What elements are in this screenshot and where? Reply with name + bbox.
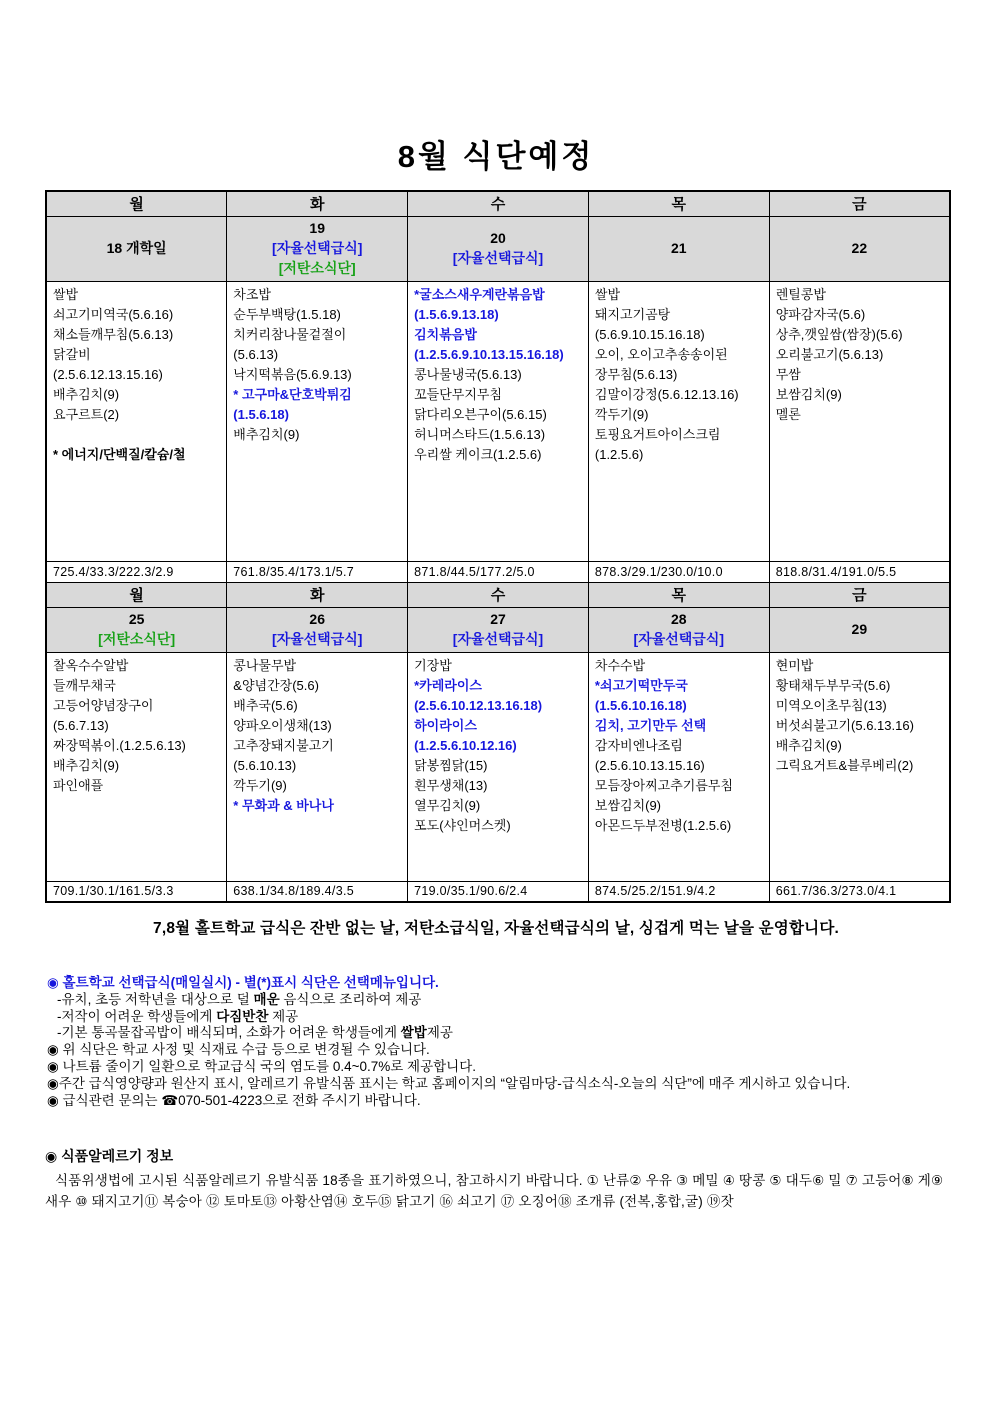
notes-section <box>47 975 952 1109</box>
note-segment: 제공 <box>426 1025 453 1041</box>
menu-item-line: 우리쌀 케이크(1.2.5.6) <box>414 446 542 462</box>
note-segment: -기본 통곡물잡곡밥이 배식되며, 소화가 어려운 학생들에게 <box>57 1025 401 1041</box>
menu-item-line: 열무김치(9) <box>414 797 481 813</box>
menu-item-line: 황태채두부무국(5.6) <box>775 677 891 693</box>
menu-item-line: 깍두기(9) <box>233 777 287 793</box>
day-label-line: 29 <box>851 620 868 637</box>
menu-item-line: (5.6.10.13) <box>233 757 297 773</box>
menu-item-line: 짜장떡볶이.(1.2.5.6.13) <box>53 737 186 753</box>
day-label-line: 19 <box>309 219 325 236</box>
menu-item-line: (1.5.6.10.16.18) <box>594 697 687 713</box>
menu-item-line: 허니머스타드(1.5.6.13) <box>414 426 546 442</box>
note-segment: ◉ 홀트학교 선택급식(매일실시) - 별(*)표시 식단은 선택메뉴입니다. <box>47 975 439 990</box>
menu-item-line: 김말이강정(5.6.12.13.16) <box>594 386 739 402</box>
menu-item-line: (2.5.6.10.13.15.16) <box>594 757 705 773</box>
menu-item-line: 흰무생채(13) <box>414 777 488 793</box>
menu-item-line: 콩나물무밥 <box>233 657 297 673</box>
note-line <box>47 1093 952 1110</box>
menu-item-line: 고등어양념장구이 <box>53 697 154 713</box>
menu-item-line: 모듬장아찌고추기름무침 <box>594 777 734 793</box>
weekday-header-cell: 화 <box>227 582 408 607</box>
menu-item-line: (1.5.6.9.13.18) <box>414 306 499 322</box>
day-label-row <box>46 216 950 281</box>
menu-item-line: 들깨무채국 <box>53 677 116 693</box>
menu-item-line: 양파오이생채(13) <box>233 717 332 733</box>
menu-item-line: (1.2.5.6.9.10.13.15.16.18) <box>414 346 564 362</box>
menu-item-line: &양념간장(5.6) <box>233 677 319 693</box>
menu-item-line: 쇠고기미역국(5.6.16) <box>53 306 174 322</box>
menu-item-line: 배추국(5.6) <box>233 697 298 713</box>
menu-item-line: 닭갈비 <box>53 346 91 362</box>
menu-item-line: 배추김치(9) <box>53 757 120 773</box>
menu-item-line: (2.5.6.12.13.15.16) <box>53 366 163 382</box>
menu-item-line: 순두부백탕(1.5.18) <box>233 306 341 322</box>
day-cell <box>46 607 227 652</box>
weekday-header-cell: 월 <box>46 191 227 216</box>
day-cell <box>408 607 589 652</box>
day-cell <box>769 216 950 281</box>
day-label-line: [자율선택급식] <box>452 630 544 647</box>
menu-row <box>46 281 950 561</box>
allergy-section <box>45 1146 952 1212</box>
day-cell <box>588 607 769 652</box>
note-line <box>47 975 952 992</box>
menu-item-line: (1.2.5.6) <box>594 446 644 462</box>
menu-cell <box>588 652 769 881</box>
note-line <box>47 1042 952 1059</box>
menu-item-line: 오이, 오이고추송송이된 <box>594 346 728 362</box>
nutrition-cell: 661.7/36.3/273.0/4.1 <box>769 881 950 902</box>
menu-item-line: (2.5.6.10.12.13.16.18) <box>414 697 543 713</box>
day-cell <box>227 216 408 281</box>
menu-item-line: 닭다리오븐구이(5.6.15) <box>414 406 547 422</box>
menu-item-line: 찰옥수수알밥 <box>53 657 129 673</box>
menu-row <box>46 652 950 881</box>
weekday-header-cell: 화 <box>227 191 408 216</box>
day-cell <box>408 216 589 281</box>
menu-item-line: 보쌈김치(9) <box>775 386 842 402</box>
note-segment: 매운 <box>253 991 280 1007</box>
weekday-header-cell: 월 <box>46 582 227 607</box>
menu-item-line: 그릭요거트&블루베리(2) <box>775 757 914 773</box>
menu-cell <box>588 281 769 561</box>
menu-cell <box>408 652 589 881</box>
note-segment: 제공 <box>268 1008 299 1024</box>
day-label-line: 20 <box>490 229 506 246</box>
menu-item-line: 쌀밥 <box>594 286 621 302</box>
weekday-header-cell: 금 <box>769 191 950 216</box>
menu-item-line: 하이라이스 <box>414 717 477 733</box>
menu-item-line: 오리불고기(5.6.13) <box>775 346 884 362</box>
day-label-line: 27 <box>490 610 506 627</box>
nutrition-cell: 638.1/34.8/189.4/3.5 <box>227 881 408 902</box>
nutrition-cell: 709.1/30.1/161.5/3.3 <box>46 881 227 902</box>
menu-cell <box>46 652 227 881</box>
menu-cell <box>227 652 408 881</box>
day-label-line: [저탄소식단] <box>278 259 356 276</box>
menu-item-line: 김치볶음밥 <box>414 326 477 342</box>
note-line <box>47 1076 952 1093</box>
menu-item-line <box>53 425 222 445</box>
allergy-title: ◉ 식품알레르기 정보 <box>45 1148 174 1164</box>
day-label-line: [자율선택급식] <box>633 630 725 647</box>
nutrition-cell: 818.8/31.4/191.0/5.5 <box>769 561 950 582</box>
menu-item-line: (5.6.9.10.15.16.18) <box>594 326 705 342</box>
menu-item-line: 차수수밥 <box>594 657 646 673</box>
menu-item-line: 무쌈 <box>775 366 801 382</box>
weekday-header-cell: 수 <box>408 191 589 216</box>
weekday-header-cell: 수 <box>408 582 589 607</box>
menu-item-line: 현미밥 <box>775 657 814 673</box>
menu-item-line: 꼬들단무지무침 <box>414 386 502 402</box>
allergy-body: 식품위생법에 고시된 식품알레르기 유발식품 18종을 표기하였으니, 참고하시기 바랍니다. ① 난류② 우유 ③ 메밀 ④ 땅콩 ⑤ 대두⑥ 밀 ⑦ 고등어⑧ 게⑨ 새우 ⑩ 돼지고기⑪ 복숭아 ⑫ 토마토⑬ 아황산염⑭ 호두⑮ 닭고기 ⑯ 쇠고기 ⑰ 오징어⑱ 조개류 (전복,홍합,굴) ⑲잣 <box>45 1173 944 1209</box>
menu-item-line: 김치, 고기만두 선택 <box>594 717 707 733</box>
note-segment: ◉주간 급식영양량과 원산지 표시, 알레르기 유발식품 표시는 학교 홈페이지의 “알림마당-급식소식-오늘의 식단”에 매주 게시하고 있습니다. <box>47 1075 851 1091</box>
page-title: 8월 식단예정 <box>397 139 595 174</box>
day-label-line: [저탄소식단] <box>98 630 176 647</box>
menu-item-line: 감자비엔나조림 <box>594 737 683 753</box>
menu-item-line: *굴소스새우계란볶음밥 <box>414 286 545 302</box>
menu-item-line: (1.5.6.18) <box>233 406 289 422</box>
day-label-line: [자율선택급식] <box>271 630 363 647</box>
menu-item-line: 보쌈김치(9) <box>594 797 662 813</box>
day-cell <box>46 216 227 281</box>
menu-item-line: 요구르트(2) <box>53 406 120 422</box>
menu-cell <box>769 652 950 881</box>
menu-item-line: 파인애플 <box>53 777 104 793</box>
menu-item-line: 돼지고기곰탕 <box>594 306 671 322</box>
menu-item-line: 아몬드두부전병(1.2.5.6) <box>594 817 732 833</box>
menu-item-line: 고추장돼지불고기 <box>233 737 334 753</box>
weekday-header-row <box>46 191 950 216</box>
menu-cell <box>769 281 950 561</box>
menu-item-line: 배추김치(9) <box>233 426 300 442</box>
day-cell <box>588 216 769 281</box>
menu-item-line: 상추,깻잎쌈(쌈장)(5.6) <box>775 326 903 342</box>
menu-item-line: 기장밥 <box>414 657 452 673</box>
menu-item-line: 채소들깨무침(5.6.13) <box>53 326 174 342</box>
nutrition-cell: 871.8/44.5/177.2/5.0 <box>408 561 589 582</box>
menu-item-line: (1.2.5.6.10.12.16) <box>414 737 517 753</box>
menu-item-line: 렌틸콩밥 <box>775 286 826 302</box>
weekday-header-row <box>46 582 950 607</box>
menu-item-line: *카레라이스 <box>414 677 482 693</box>
menu-cell <box>227 281 408 561</box>
menu-item-line: 깍두기(9) <box>594 406 649 422</box>
weekday-header-cell: 목 <box>588 191 769 216</box>
nutrition-row <box>46 561 950 582</box>
menu-table <box>45 190 951 903</box>
menu-cell <box>46 281 227 561</box>
day-cell <box>769 607 950 652</box>
menu-item-line: 차조밥 <box>233 286 271 302</box>
menu-item-line: (5.6.13) <box>233 346 279 362</box>
nutrition-cell: 878.3/29.1/230.0/10.0 <box>588 561 769 582</box>
menu-item-line: 미역오이초무침(13) <box>775 697 887 713</box>
note-segment: ◉ 위 식단은 학교 사정 및 식재료 수급 등으로 변경될 수 있습니다. <box>47 1042 430 1058</box>
note-line <box>47 992 952 1009</box>
menu-item-line: 버섯쇠불고기(5.6.13.16) <box>775 717 914 733</box>
note-segment: -저작이 어려운 학생들에게 <box>57 1008 217 1024</box>
menu-item-line: 닭봉찜닭(15) <box>414 757 488 773</box>
menu-item-line: *쇠고기떡만두국 <box>594 677 688 693</box>
note-segment: 다짐반찬 <box>216 1008 269 1024</box>
nutrition-cell: 874.5/25.2/151.9/4.2 <box>588 881 769 902</box>
note-segment: -유치, 초등 저학년을 대상으로 덜 <box>57 991 254 1007</box>
day-label-line: 28 <box>671 610 687 627</box>
menu-item-line: * 에너지/단백질/칼슘/철 <box>53 446 186 462</box>
menu-cell <box>408 281 589 561</box>
note-line <box>47 1025 952 1042</box>
note-segment: 음식으로 조리하여 제공 <box>279 991 422 1007</box>
nutrition-cell: 761.8/35.4/173.1/5.7 <box>227 561 408 582</box>
weekday-header-cell: 금 <box>769 582 950 607</box>
day-label-row <box>46 607 950 652</box>
nutrition-cell: 725.4/33.3/222.3/2.9 <box>46 561 227 582</box>
day-label-line: 18 개학일 <box>106 239 167 256</box>
menu-item-line: 낙지떡볶음(5.6.9.13) <box>233 366 352 382</box>
menu-item-line: 치커리참나물겉절이 <box>233 326 347 342</box>
day-label-line: 25 <box>128 610 145 627</box>
nutrition-row <box>46 881 950 902</box>
weekday-header-cell: 목 <box>588 582 769 607</box>
menu-table-body <box>46 191 950 902</box>
menu-item-line: 배추김치(9) <box>775 737 842 753</box>
menu-item-line: * 무화과 & 바나나 <box>233 797 334 813</box>
menu-item-line: 양파감자국(5.6) <box>775 306 866 322</box>
day-cell <box>227 607 408 652</box>
menu-item-line: 멜론 <box>775 406 801 422</box>
note-segment: 쌀밥 <box>400 1025 427 1041</box>
note-line <box>47 1009 952 1026</box>
day-label-line: 22 <box>851 239 868 256</box>
menu-item-line: 토핑요거트아이스크림 <box>594 426 721 442</box>
menu-item-line: 배추김치(9) <box>53 386 120 402</box>
menu-item-line: 쌀밥 <box>53 286 79 302</box>
menu-item-line: 포도(샤인머스켓) <box>414 817 511 833</box>
day-label-line: [자율선택급식] <box>271 239 363 256</box>
operation-notice: 7,8월 홀트학교 급식은 잔반 없는 날, 저탄소급식일, 자율선택급식의 날, 싱겁게 먹는 날을 운영합니다. <box>153 920 839 937</box>
menu-item-line: (5.6.7.13) <box>53 717 109 733</box>
nutrition-cell: 719.0/35.1/90.6/2.4 <box>408 881 589 902</box>
menu-item-line: 콩나물냉국(5.6.13) <box>414 366 522 382</box>
day-label-line: [자율선택급식] <box>452 249 544 266</box>
menu-item-line: * 고구마&단호박튀김 <box>233 386 352 402</box>
note-segment: ◉ 급식관련 문의는 ☎070-501-4223으로 전화 주시기 바랍니다. <box>47 1092 421 1108</box>
day-label-line: 21 <box>671 239 687 256</box>
menu-item-line: 장무침(5.6.13) <box>594 366 678 382</box>
day-label-line: 26 <box>309 610 325 627</box>
note-segment: ◉ 나트륨 줄이기 일환으로 학교급식 국의 염도를 0.4~0.7%로 제공합니다. <box>47 1058 476 1074</box>
note-line <box>47 1059 952 1076</box>
